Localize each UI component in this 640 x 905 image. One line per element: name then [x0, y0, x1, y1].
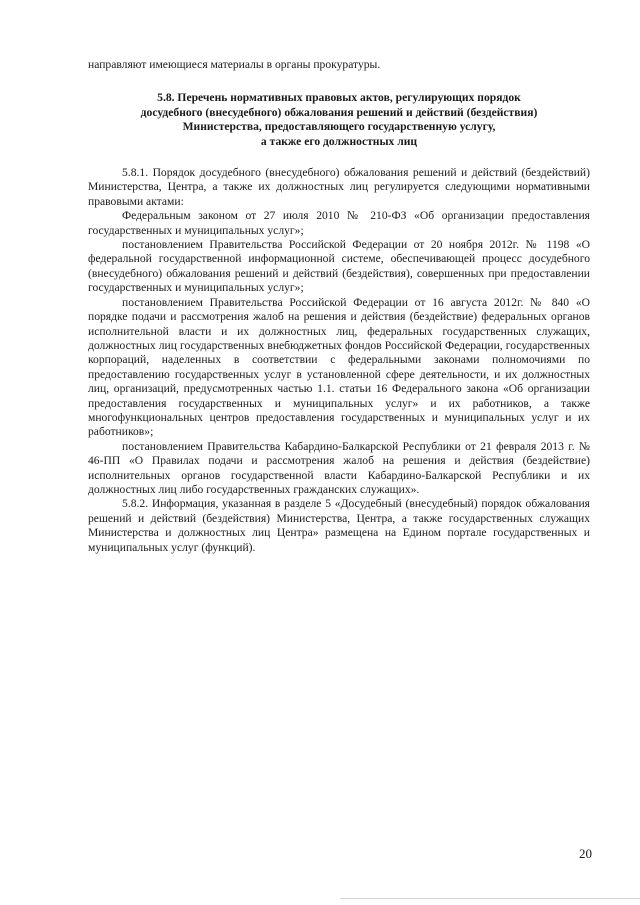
document-body — [88, 58, 590, 555]
continuation-line: направляют имеющиеся материалы в органы прокуратуры. — [88, 58, 381, 71]
section-heading — [88, 91, 590, 149]
heading-line: 5.8. Перечень нормативных правовых актов, регулирующих порядок — [157, 91, 521, 105]
paragraph-resolution-46pp: постановлением Правительства Кабардино-Балкарской Республики от 21 февраля 2013 г. № 46-ПП «О Правилах подачи и рассмотрения жалоб на решения и действия (бездействие) исполнительных органов государственной власти Кабардино-Балкарской Республики и их должностных лиц либо государственных гражданских служащих». — [88, 439, 590, 496]
heading-line: Министерства, предоставляющего государственную услугу, — [182, 120, 496, 134]
paragraph-resolution-840: постановлением Правительства Российской Федерации от 16 августа 2012г. № 840 «О порядке подачи и рассмотрения жалоб на решения и действия (бездействие) федеральных органов исполнительной власти и их должностных лиц, федеральных государственных служащих, должностных лиц государственных внебюджетных фондов Российской Федерации, государственных корпораций, наделенных в соответствии с федеральными законами полномочиями по предоставлению государственных услуг в установленной сфере деятельности, и их должностных лиц, организаций, предусмотренных частью 1.1. статьи 16 Федерального закона «Об организации предоставления государственных и муниципальных услуг» и их работников, а также многофункциональных центров предоставления государственных и муниципальных услуг и их работников»; — [88, 295, 590, 439]
page-number: 20 — [579, 846, 592, 861]
paragraph-resolution-1198: постановлением Правительства Российской Федерации от 20 ноября 2012г. № 1198 «О федеральной государственной информационной системе, обеспечивающей процесс досудебного (внесудебного) обжалования решений и действий (бездействия), совершенных при предоставлении государственных и муниципальных услуг»; — [88, 238, 590, 295]
paragraph-5-8-1: 5.8.1. Порядок досудебного (внесудебного) обжалования решений и действий (бездействий) Министерства, Центра, а также их должностных лиц регулируется следующими нормативными правовыми актами: — [88, 166, 590, 208]
scan-edge-line — [340, 898, 640, 899]
heading-line: досудебного (внесудебного) обжалования решений и действий (бездействия) — [140, 105, 538, 119]
heading-line: а также его должностных лиц — [260, 134, 418, 148]
paragraph-federal-law: Федеральным законом от 27 июля 2010 № 210-ФЗ «Об организации предоставления государственных и муниципальных услуг»; — [88, 209, 590, 237]
paragraph-5-8-2: 5.8.2. Информация, указанная в разделе 5 «Досудебный (внесудебный) порядок обжалования решений и действий (бездействия) Министерства, Центра, а также государственных служащих Министерства и должностных лиц Центра» размещена на Едином портале государственных и муниципальных услуг (функций). — [88, 497, 590, 554]
